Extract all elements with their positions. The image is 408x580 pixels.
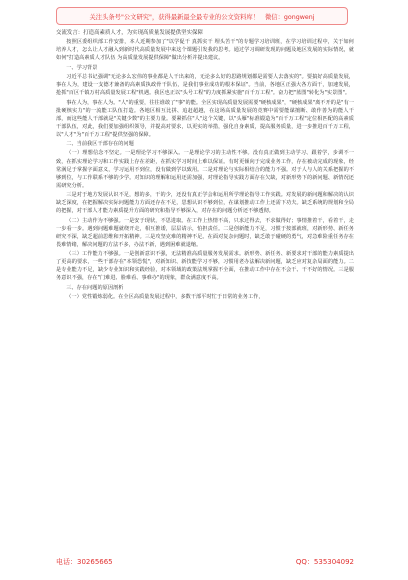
section-heading: 三、存在问题的原因剖析 bbox=[66, 284, 124, 291]
paragraph: （二）主动作为不够强。一是安于现状，不思进取。在工作上热情不高，只求过得去，不求做得好；事情推着干，看着干，走一步看一步。遇到问题难题就绕开走，相互推诿，层层请示，怕担责任。二是创新能力不足，习惯于按部就班，对新形势、新任务研究不深，缺乏超前思维和开拓精神。三是攻坚克难的精神不足。在面对复杂问题时，缺乏敢于碰硬的勇气，对急难险重任务存在畏难情绪，解决问题的方法不多，办法不新，遇到困难就退缩。 bbox=[56, 217, 354, 248]
paragraph: 三是对于地方发展认识不足，想的多，干的少，还没有真正学会和运用所学理论指导工作实践。对发展的新问题和解决的认识缺乏深度，在把握解决实际问题能力方面还存在不足，思想认识不够到位，在谋划推动工作上还需下功夫。缺乏系统的规划和全局的把握，对干部人才能力素质提升方面的研究和指导不够深入，对存在的问题分析还不够透彻。 bbox=[56, 192, 354, 215]
section-heading: 二、当前我区干部存在的问题 bbox=[66, 141, 134, 148]
promo-banner[interactable] bbox=[56, 7, 348, 25]
document-body bbox=[56, 29, 354, 302]
paragraph: 按照区委组织部工作安排，本人近期参加了"以学促干 真抓实干 埋头苦干"的专题学习培训班，在学习培训过程中，关于如何培养人才，怎么让人才融入到新时代高质量发展中来这个课题引发我的思考。通过学习调研发现的问题及地区发展的实际情况，就如何"打造高素质人才队伍 为高质量发展提供保障"做出分析并提出建议。 bbox=[56, 39, 354, 62]
banner-left-text: 关注头条号"公文研究"，获得最新最全最专业的公文资料库！ bbox=[89, 13, 259, 21]
document-title: 交流发言：打造高素质人才，为实现高质量发展提供坚实保障 bbox=[56, 30, 203, 36]
phone-text: 电话：30265665 bbox=[56, 558, 113, 566]
contact-footer bbox=[56, 556, 354, 568]
paragraph: 事在人为，事在人为。"人"的重要，往往谁敢了"事"的能。全区实现高质量发展需要"硬核成果"，"硬核成果"离不开的是"有一批硬核实力"的一流能工队伍打造。各地区相互比拼、追赶超越，在这场高质量发展的竞赛中需要能谋擅断、敢作善为的能人干部，而这些能人干部就是"关键少数"的主要力量。要紧抓住"人"这个关键，以"头雁"标准锻造为"百千万工程"定位相匹配的高素质干部队伍，对此，我们要加强组织领导，并提高对要求，以更实的举措，强化自身素质，提高服务质量，进一步推进百千万工程，以"人才"为"百千万工程"提供坚强的保障。 bbox=[56, 99, 354, 138]
section-heading: 一、学习背景 bbox=[66, 64, 98, 71]
paragraph: 习近平总书记强调"无论多么宏伟的事业都是人干出来的，无论多么好的思路规划都是需要人去落实的"。要搞好高质量发展，事在人为，建设一支德才兼备的高素质执政骨干队伍，是我们事业成功的根本保证"。当前，各地区正强大各方面干，加速发展，抢抓"百区千镇万村高质量发展工程"机遇。我区也正以"头号工程"的力度抓紧实施"百千万工程"。奋力把"蓝图"转化为"实景图"。 bbox=[56, 74, 354, 97]
paragraph: （三）工作能力不够强。一是创新意识不强，无法精准高质量服务发展需求。新形势、新任务、新要求对干部的能力素质提出了更高的要求，一些干部存在"本领恐慌"，对新知识、新技能学习不够，习惯用老办法解决新问题，缺乏应对复杂局面的能力。二是专业能力不足，缺少专业知识和实践经验，对本领域的政策法规掌握不全面，在推动工作中存在不会干、干不好的情况。三是服务意识不强，存在"门难进、脸难看、事难办"的现象，群众满意度不高。 bbox=[56, 251, 354, 282]
banner-right-text: 微信：gongwenj bbox=[265, 13, 315, 21]
qq-text: QQ：535304092 bbox=[295, 558, 354, 566]
paragraph: （一）理想信念不坚定。一是理论学习不够深入。一是理论学习的主动性不够。没有真正做到主动学习、跟着学，步调不一致，在抓实理论学习和工作实践上存在差距，在抓实学习时间上难以保证。有时更倾向于完成业务工作，存在被动完成的现象，经常满足于掌握字面意义，学习运用不到位，没有做到学以致用。二是对理论与实际相结合的能力不强。对于人与人的关系把握的不够到位，与工作联系不够的少学。对知识的理解和运用还需加强，对理论指导实践方面存在欠缺，对新形势下的新问题、新情况还需研究分析。 bbox=[56, 150, 354, 189]
paragraph: （一）党性锻炼弱化。在全区高质量发展过程中，多数干部平时忙于日常的业务工作， bbox=[66, 293, 264, 300]
